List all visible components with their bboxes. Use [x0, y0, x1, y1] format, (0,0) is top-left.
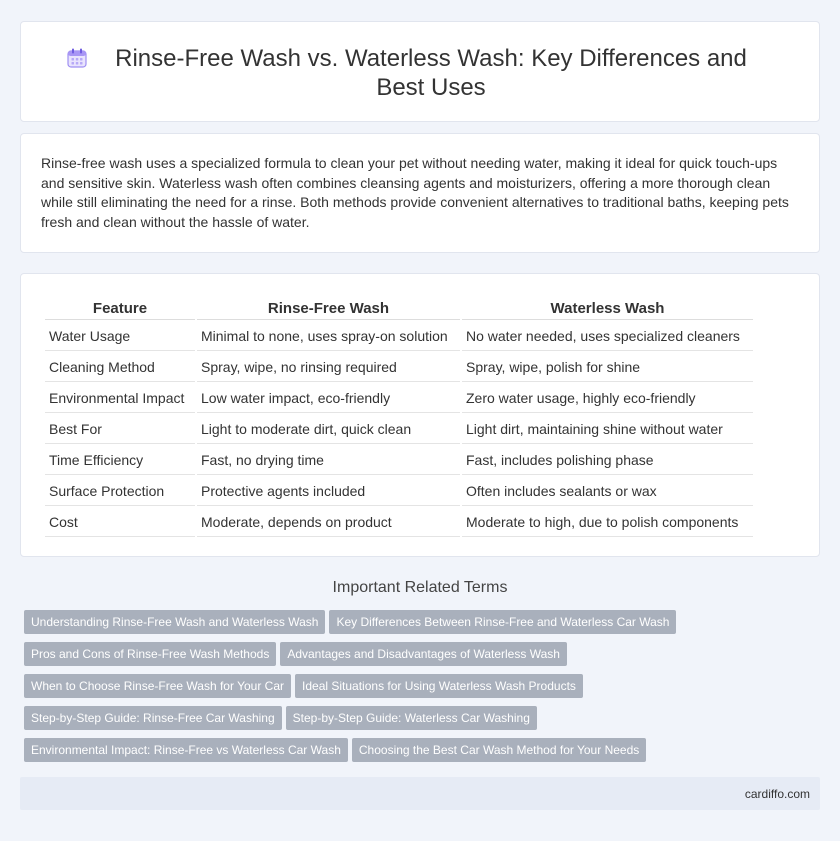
footer-site-link[interactable]: cardiffo.com: [744, 787, 810, 801]
column-header-waterless: Waterless Wash: [462, 296, 753, 320]
related-term-link[interactable]: Ideal Situations for Using Waterless Wash Products: [295, 674, 583, 698]
tag-row: [24, 642, 814, 666]
table-row: [45, 508, 753, 537]
feature-cell: Cost: [45, 508, 195, 537]
column-header-rinse-free: Rinse-Free Wash: [197, 296, 460, 320]
related-term-link[interactable]: Environmental Impact: Rinse-Free vs Waterless Car Wash: [24, 738, 348, 762]
rinse-free-cell: Light to moderate dirt, quick clean: [197, 415, 460, 444]
tag-row: [24, 738, 814, 762]
rinse-free-cell: Moderate, depends on product: [197, 508, 460, 537]
waterless-cell: No water needed, uses specialized cleaners: [462, 322, 753, 351]
rinse-free-cell: Fast, no drying time: [197, 446, 460, 475]
comparison-card: [20, 273, 820, 557]
rinse-free-cell: Spray, wipe, no rinsing required: [197, 353, 460, 382]
related-term-link[interactable]: Key Differences Between Rinse-Free and Waterless Car Wash: [329, 610, 676, 634]
related-term-link[interactable]: Pros and Cons of Rinse-Free Wash Methods: [24, 642, 276, 666]
rinse-free-cell: Protective agents included: [197, 477, 460, 506]
waterless-cell: Zero water usage, highly eco-friendly: [462, 384, 753, 413]
feature-cell: Surface Protection: [45, 477, 195, 506]
related-term-link[interactable]: Step-by-Step Guide: Waterless Car Washing: [286, 706, 537, 730]
waterless-cell: Light dirt, maintaining shine without water: [462, 415, 753, 444]
table-row: [45, 415, 753, 444]
feature-cell: Time Efficiency: [45, 446, 195, 475]
footer: [20, 777, 820, 810]
table-row: [45, 353, 753, 382]
waterless-cell: Spray, wipe, polish for shine: [462, 353, 753, 382]
related-term-link[interactable]: Understanding Rinse-Free Wash and Waterless Wash: [24, 610, 325, 634]
tag-row: [24, 610, 814, 634]
intro-card: [20, 133, 820, 253]
table-row: [45, 477, 753, 506]
related-term-link[interactable]: Choosing the Best Car Wash Method for Your Needs: [352, 738, 646, 762]
rinse-free-cell: Low water impact, eco-friendly: [197, 384, 460, 413]
table-row: [45, 322, 753, 351]
tag-row: [24, 706, 814, 730]
comparison-table: [43, 294, 755, 539]
tag-row: [24, 674, 814, 698]
column-header-feature: Feature: [45, 296, 195, 320]
related-term-link[interactable]: When to Choose Rinse-Free Wash for Your Car: [24, 674, 291, 698]
related-terms-list: [24, 610, 814, 770]
table-header-row: [45, 296, 753, 320]
feature-cell: Water Usage: [45, 322, 195, 351]
table-row: [45, 446, 753, 475]
waterless-cell: Moderate to high, due to polish components: [462, 508, 753, 537]
feature-cell: Environmental Impact: [45, 384, 195, 413]
related-terms-title: Important Related Terms: [332, 579, 508, 596]
waterless-cell: Often includes sealants or wax: [462, 477, 753, 506]
related-term-link[interactable]: Step-by-Step Guide: Rinse-Free Car Washing: [24, 706, 282, 730]
related-term-link[interactable]: Advantages and Disadvantages of Waterless Wash: [280, 642, 567, 666]
header-card: [20, 21, 820, 122]
intro-text: Rinse-free wash uses a specialized formula to clean your pet without needing water, making it ideal for quick touch-ups and sensitive skin. Waterless wash often combines cleansing agents and moisturizers, offering a more thorough clean while still eliminating the need for a rinse. Both methods provide convenient alternatives to traditional baths, keeping pets fresh and clean without the hassle of water.: [41, 155, 789, 230]
feature-cell: Best For: [45, 415, 195, 444]
table-row: [45, 384, 753, 413]
page-title: Rinse-Free Wash vs. Waterless Wash: Key Differences and Best Uses: [115, 45, 747, 101]
rinse-free-cell: Minimal to none, uses spray-on solution: [197, 322, 460, 351]
waterless-cell: Fast, includes polishing phase: [462, 446, 753, 475]
feature-cell: Cleaning Method: [45, 353, 195, 382]
